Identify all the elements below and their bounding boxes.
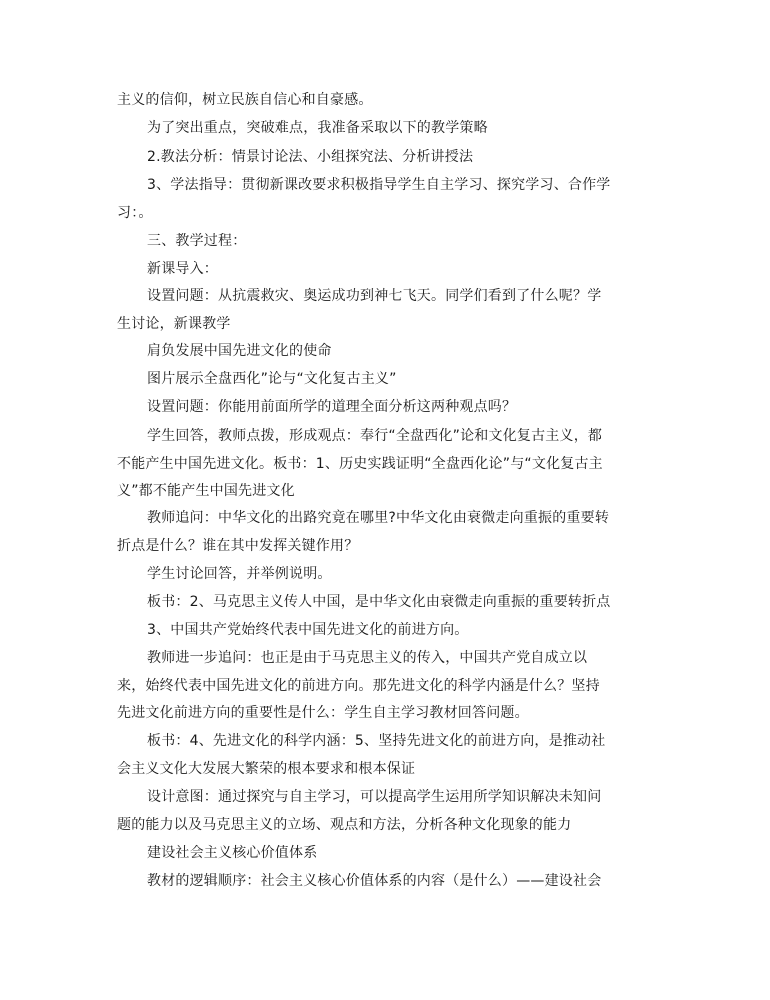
text-line: 教材的逻辑顺序：社会主义核心价值体系的内容（是什么）——建设社会: [147, 873, 602, 889]
text-line: 折点是什么？谁在其中发挥关键作用？: [117, 538, 359, 554]
text-line: 设置问题：从抗震救灾、奥运成功到神七飞天。同学们看到了什么呢？学: [147, 288, 602, 304]
text-line: 新课导入：: [147, 261, 218, 277]
text-line: 学生回答，教师点拨，形成观点：奉行“全盘西化”论和文化复古主义，都: [147, 428, 603, 444]
text-line: 为了突出重点，突破难点，我准备采取以下的教学策略: [147, 120, 488, 136]
text-line: 生讨论，新课教学: [117, 316, 231, 332]
text-line: 教师进一步追问：也正是由于马克思主义的传入，中国共产党自成立以: [147, 650, 588, 666]
text-line: 图片展示全盘西化”论与“文化复古主义”: [147, 371, 397, 387]
text-line: 先进文化前进方向的重要性是什么：学生自主学习教材回答问题。: [117, 705, 529, 721]
text-line: 2.教法分析：情景讨论法、小组探究法、分析讲授法: [147, 149, 474, 165]
text-line: 不能产生中国先进文化。板书：1、历史实践证明“全盘西化论”与“文化复古主: [117, 456, 603, 472]
text-line: 义”都不能产生中国先进文化: [117, 483, 295, 499]
text-line: 3、中国共产党始终代表中国先进文化的前进方向。: [147, 622, 469, 638]
text-line: 题的能力以及马克思主义的立场、观点和方法，分析各种文化现象的能力: [117, 817, 572, 833]
section-heading: 三、教学过程：: [147, 233, 247, 249]
text-line: 来，始终代表中国先进文化的前进方向。那先进文化的科学内涵是什么？坚持: [117, 678, 600, 694]
text-line: 习：。: [117, 205, 153, 221]
text-line: 会主义文化大发展大繁荣的根本要求和根本保证: [117, 761, 416, 777]
text-line: 教师追问：中华文化的出路究竟在哪里?中华文化由衰微走向重振的重要转: [147, 510, 610, 526]
text-line: 建设社会主义核心价值体系: [147, 845, 318, 861]
text-line: 板书：2、马克思主义传人中国，是中华文化由衰微走向重振的重要转折点: [147, 594, 611, 610]
text-line: 主义的信仰，树立民族自信心和自豪感。: [117, 92, 373, 108]
text-line: 肩负发展中国先进文化的使命: [147, 343, 332, 359]
text-line: 学生讨论回答，并举例说明。: [147, 566, 332, 582]
text-line: 板书：4、先进文化的科学内涵：5、坚持先进文化的前进方向，是推动社: [147, 733, 606, 749]
text-line: 设置问题：你能用前面所学的道理全面分析这两种观点吗？: [147, 399, 517, 415]
text-line: 3、学法指导：贯彻新课改要求积极指导学生自主学习、探究学习、合作学: [147, 177, 611, 193]
text-line: 设计意图：通过探究与自主学习，可以提高学生运用所学知识解决未知问: [147, 789, 602, 805]
